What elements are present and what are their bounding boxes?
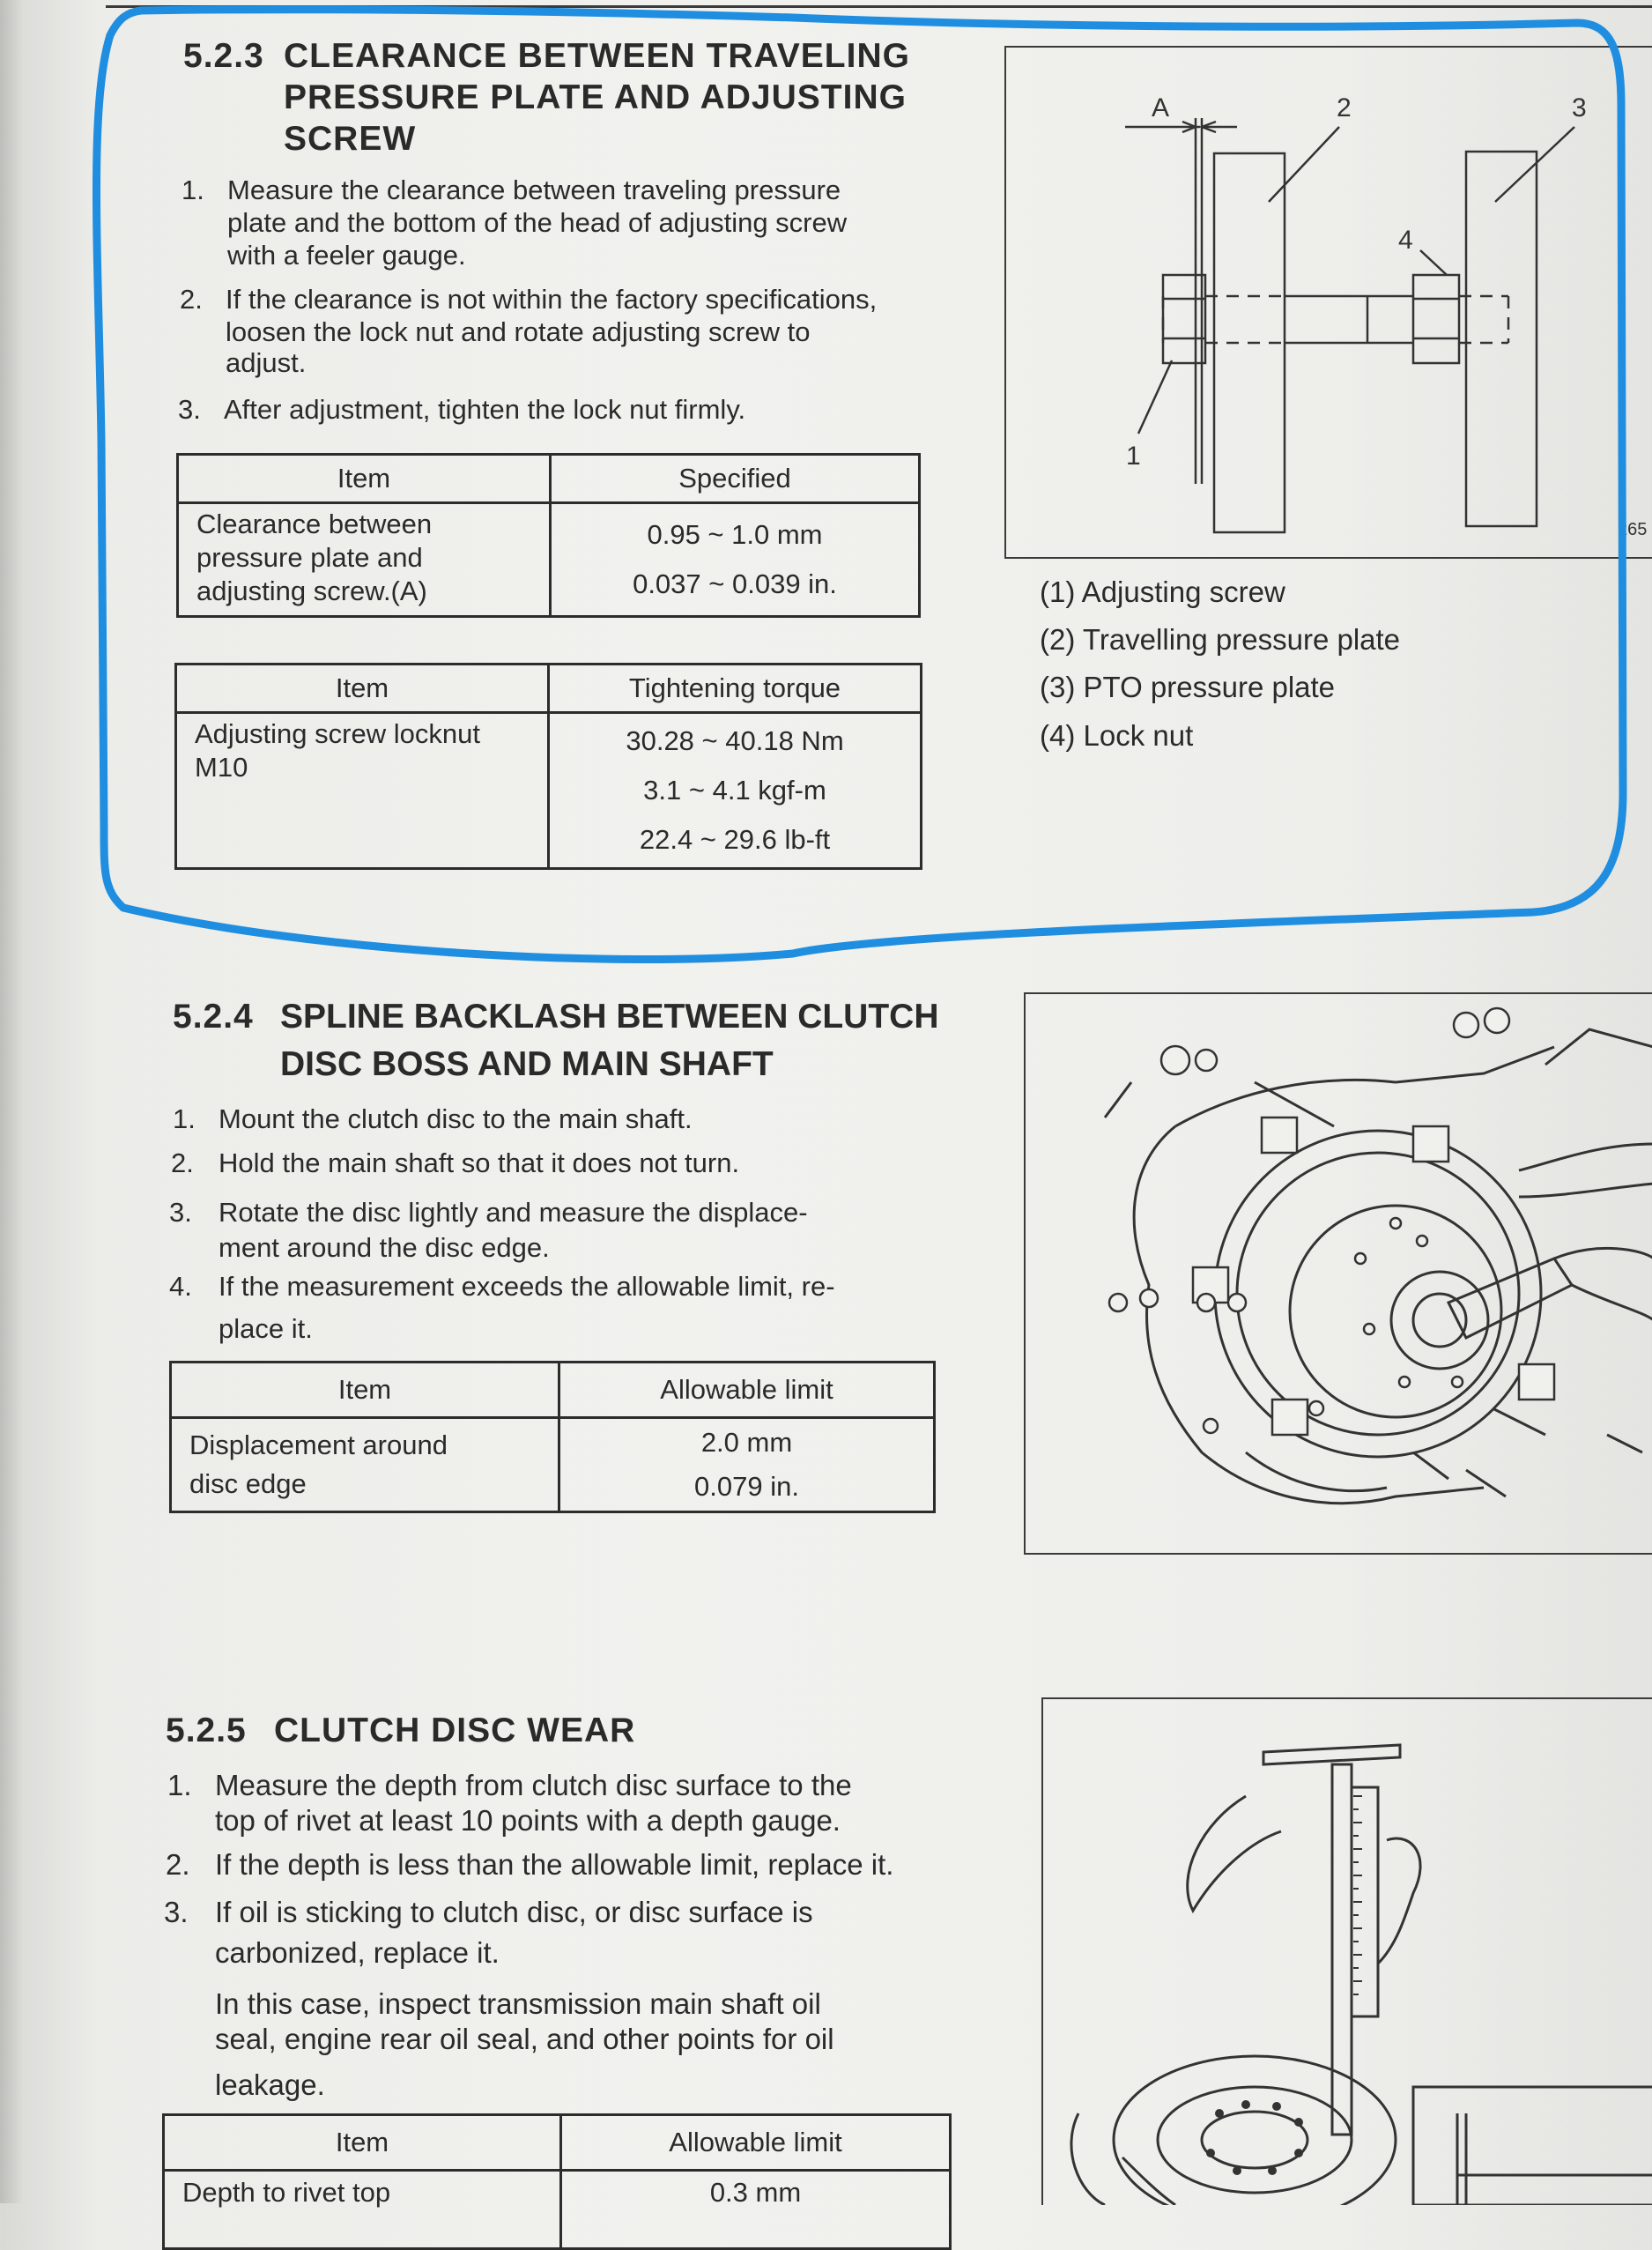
step-number: 2. bbox=[166, 1848, 190, 1881]
value-line: 3.1 ~ 4.1 kgf-m bbox=[643, 775, 826, 806]
value-line: 22.4 ~ 29.6 lb-ft bbox=[639, 824, 831, 855]
figure-clutch-assembly bbox=[1024, 992, 1652, 1555]
item-line: Adjusting screw locknut bbox=[195, 718, 480, 749]
section-number: 5.2.5 bbox=[166, 1712, 247, 1749]
step-number: 1. bbox=[173, 1103, 196, 1134]
step-item bbox=[181, 175, 939, 271]
table-header: Item bbox=[176, 665, 549, 713]
spec-table-rivet-depth bbox=[162, 2113, 952, 2250]
item-line: Depth to rivet top bbox=[182, 2177, 391, 2208]
section-5-2-3-heading bbox=[183, 35, 976, 167]
item-line: Clearance between bbox=[196, 509, 433, 539]
section-title-line: PRESSURE PLATE AND ADJUSTING bbox=[284, 78, 907, 116]
table-cell-value bbox=[559, 1418, 935, 1512]
table-cell-item bbox=[164, 2171, 561, 2249]
step-text: If the clearance is not within the factory specifications, bbox=[226, 284, 878, 315]
item-line: pressure plate and bbox=[196, 542, 423, 573]
value-line: 30.28 ~ 40.18 Nm bbox=[626, 725, 844, 756]
table-header: Item bbox=[171, 1363, 559, 1418]
step-text: Hold the main shaft so that it does not turn. bbox=[219, 1147, 740, 1178]
figure-label-4: 4 bbox=[1398, 226, 1413, 255]
spec-table-clearance bbox=[176, 453, 921, 618]
depth-gauge-drawing bbox=[1043, 1699, 1652, 2205]
item-line: Displacement around bbox=[189, 1429, 448, 1460]
figure-depth-gauge bbox=[1041, 1697, 1652, 2205]
step-text: If oil is sticking to clutch disc, or disc surface is bbox=[215, 1896, 813, 1928]
step-text: carbonized, replace it. bbox=[215, 1936, 500, 1969]
legend-item: (1) Adjusting screw bbox=[1040, 575, 1285, 608]
value-line: 0.079 in. bbox=[694, 1471, 799, 1502]
legend-item: (3) PTO pressure plate bbox=[1040, 671, 1336, 703]
table-header: Item bbox=[164, 2115, 561, 2171]
step-text: Mount the clutch disc to the main shaft. bbox=[219, 1103, 693, 1134]
step-text: If the depth is less than the allowable limit, replace it. bbox=[215, 1848, 894, 1881]
step-text: ment around the disc edge. bbox=[219, 1232, 550, 1263]
step-number: 2. bbox=[171, 1147, 194, 1178]
clutch-assembly-drawing bbox=[1026, 994, 1652, 1553]
step-text: with a feeler gauge. bbox=[227, 240, 466, 271]
step-number: 4. bbox=[169, 1271, 192, 1302]
section-number: 5.2.4 bbox=[173, 998, 254, 1036]
table-cell-item bbox=[171, 1418, 559, 1512]
value-line: 0.3 mm bbox=[709, 2177, 802, 2208]
step-text: place it. bbox=[219, 1313, 313, 1344]
section-title-line: CLEARANCE BETWEEN TRAVELING bbox=[284, 37, 910, 75]
section-title-line: SCREW bbox=[284, 120, 417, 158]
table-header: Allowable limit bbox=[559, 1363, 935, 1418]
section-title-line: SPLINE BACKLASH BETWEEN CLUTCH bbox=[280, 998, 939, 1036]
table-cell-item bbox=[178, 503, 551, 617]
figure-code: 265 bbox=[1618, 520, 1648, 539]
table-header: Tightening torque bbox=[549, 665, 922, 713]
table-header: Specified bbox=[551, 455, 920, 503]
step-text: Measure the clearance between traveling pressure bbox=[227, 175, 841, 205]
figure-clearance-diagram bbox=[1004, 46, 1652, 559]
step-number: 2. bbox=[180, 284, 203, 315]
spec-table-torque bbox=[174, 663, 922, 870]
step-number: 3. bbox=[178, 394, 201, 425]
figure-label-2: 2 bbox=[1337, 93, 1352, 123]
value-line: 2.0 mm bbox=[700, 1427, 793, 1458]
item-line: M10 bbox=[195, 752, 248, 783]
step-text: loosen the lock nut and rotate adjusting screw to bbox=[226, 316, 811, 347]
table-cell-value bbox=[551, 503, 920, 617]
figure-label-3: 3 bbox=[1572, 93, 1587, 123]
table-cell-value bbox=[549, 713, 922, 869]
page-edge-shadow bbox=[0, 0, 23, 2203]
section-title-line: DISC BOSS AND MAIN SHAFT bbox=[280, 1045, 774, 1083]
table-cell-item bbox=[176, 713, 549, 869]
table-header: Item bbox=[178, 455, 551, 503]
legend-item: (4) Lock nut bbox=[1040, 719, 1194, 752]
step-text: In this case, inspect transmission main shaft oil bbox=[215, 1987, 821, 2020]
value-line: 0.037 ~ 0.039 in. bbox=[633, 568, 837, 599]
step-text: plate and the bottom of the head of adjusting screw bbox=[227, 207, 848, 238]
section-title-line: CLUTCH DISC WEAR bbox=[274, 1712, 636, 1749]
spec-table-displacement bbox=[169, 1361, 936, 1513]
table-cell-value bbox=[561, 2171, 951, 2249]
table-header: Allowable limit bbox=[561, 2115, 951, 2171]
clearance-diagram-drawing bbox=[1006, 48, 1652, 557]
step-number: 1. bbox=[167, 1769, 192, 1801]
step-text: Rotate the disc lightly and measure the displace- bbox=[219, 1197, 808, 1228]
step-item bbox=[178, 394, 936, 429]
step-text: Measure the depth from clutch disc surface to the bbox=[215, 1769, 852, 1801]
step-text: seal, engine rear oil seal, and other points for oil bbox=[215, 2023, 834, 2055]
section-5-2-5-heading bbox=[166, 1710, 959, 1759]
legend-item: (2) Travelling pressure plate bbox=[1040, 623, 1401, 656]
item-line: adjusting screw.(A) bbox=[196, 575, 427, 606]
figure-label-a: A bbox=[1152, 93, 1170, 123]
section-5-2-4-heading bbox=[173, 996, 966, 1084]
header-rule bbox=[106, 5, 1652, 8]
step-text: After adjustment, tighten the lock nut firmly. bbox=[224, 394, 746, 425]
step-text: adjust. bbox=[226, 347, 307, 378]
step-number: 3. bbox=[164, 1896, 189, 1928]
step-text: If the measurement exceeds the allowable limit, re- bbox=[219, 1271, 835, 1302]
step-text: top of rivet at least 10 points with a depth gauge. bbox=[215, 1804, 841, 1837]
step-text: leakage. bbox=[215, 2068, 325, 2101]
step-number: 1. bbox=[181, 175, 204, 205]
step-number: 3. bbox=[169, 1197, 192, 1228]
value-line: 0.95 ~ 1.0 mm bbox=[647, 519, 823, 550]
section-number: 5.2.3 bbox=[183, 37, 264, 75]
figure-label-1: 1 bbox=[1126, 442, 1141, 471]
step-item bbox=[180, 284, 937, 381]
item-line: disc edge bbox=[189, 1468, 307, 1499]
